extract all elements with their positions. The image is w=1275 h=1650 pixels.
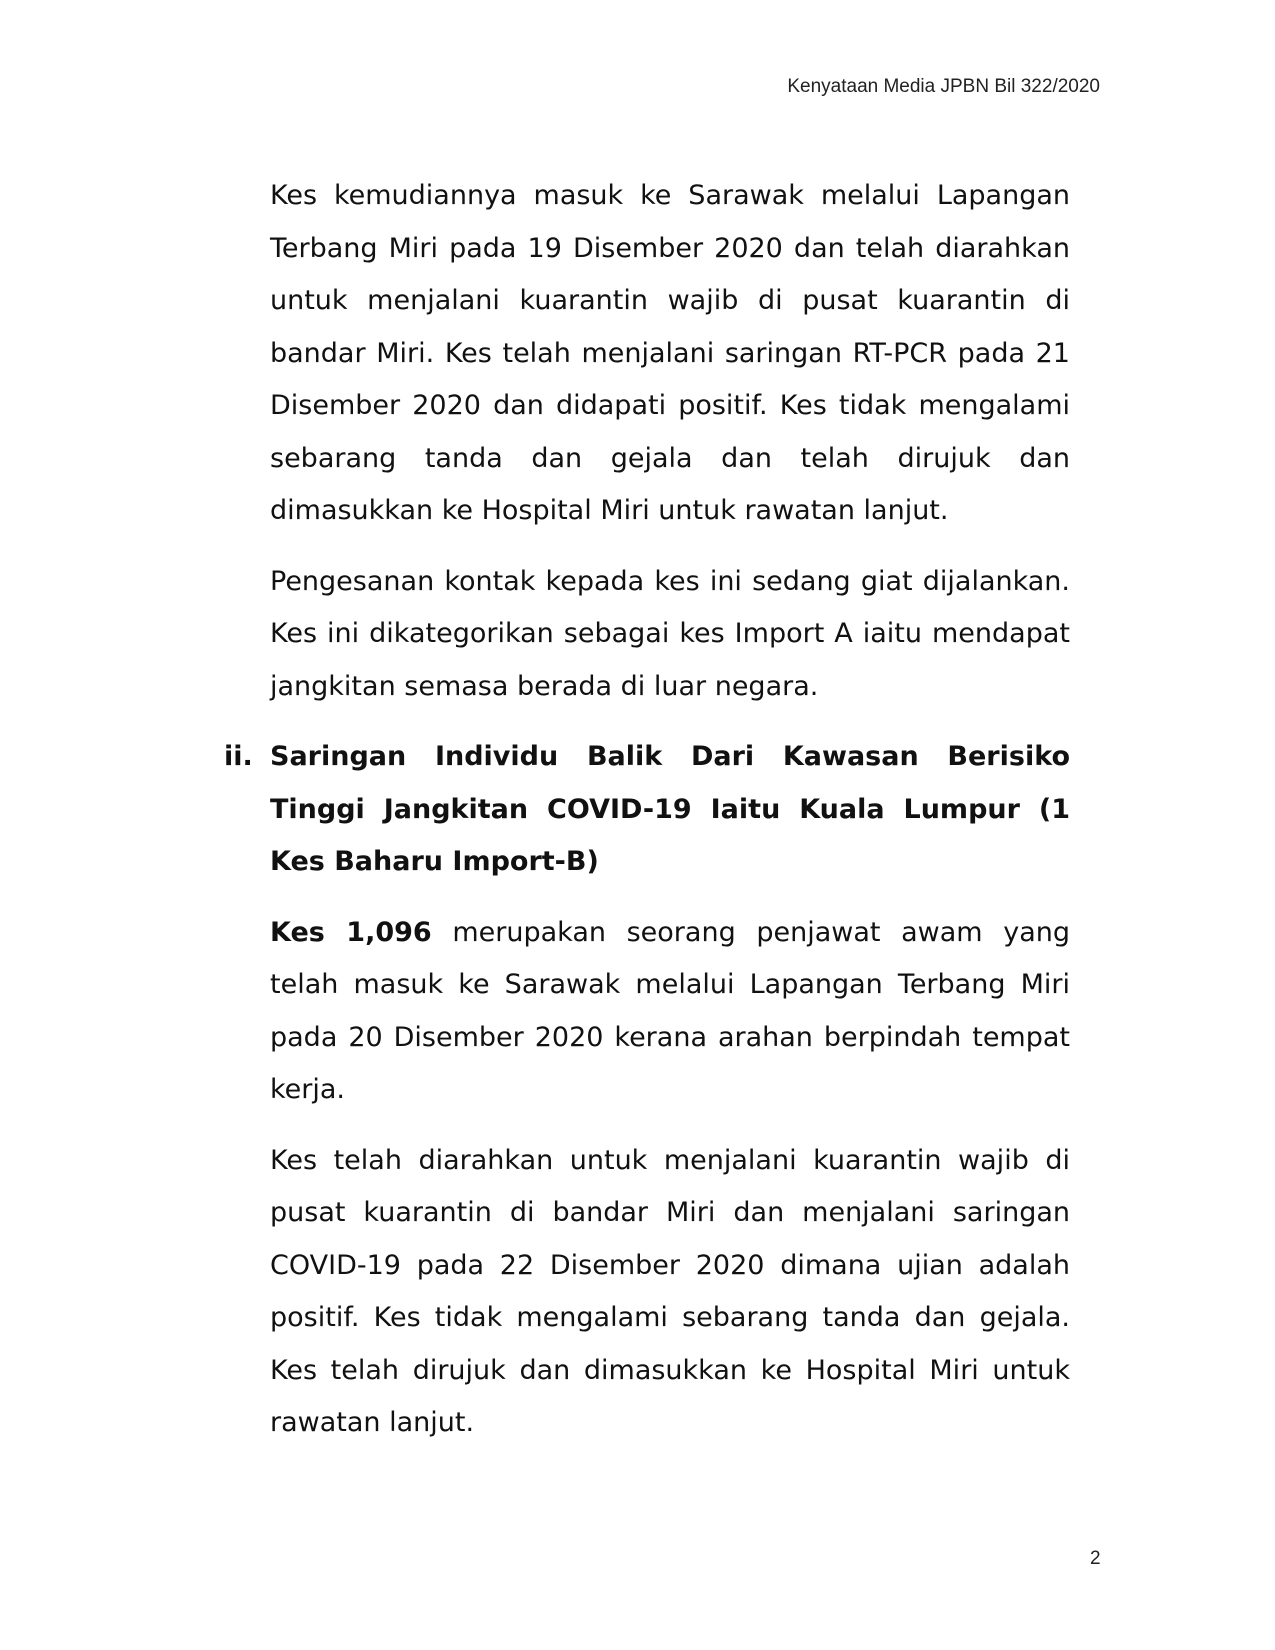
case-description: merupakan seorang penjawat awam yang telah masuk ke Sarawak melalui Lapangan Terbang Miri pada 20 Disember 2020 kerana arahan berpindah tempat kerja. — [270, 916, 1070, 1105]
paragraph-case-entry: Kes kemudiannya masuk ke Sarawak melalui Lapangan Terbang Miri pada 19 Disember 2020 dan telah diarahkan untuk menjalani kuarantin wajib di pusat kuarantin di bandar Miri. Kes telah menjalani saringan RT-PCR pada 21 Disember 2020 dan didapati positif. Kes tidak mengalami sebarang tanda dan gejala dan telah dirujuk dan dimasukkan ke Hospital Miri untuk rawatan lanjut. — [270, 180, 1070, 526]
section-ii — [224, 731, 1070, 889]
section-number: ii. — [224, 741, 253, 772]
case-id-bold: Kes 1,096 — [270, 916, 432, 948]
section-title: Saringan Individu Balik Dari Kawasan Berisiko Tinggi Jangkitan COVID-19 Iaitu Kuala Lumpur (1 Kes Baharu Import-B) — [270, 741, 1070, 877]
document-header: Kenyataan Media JPBN Bil 322/2020 — [787, 76, 1100, 97]
paragraph-quarantine: Kes telah diarahkan untuk menjalani kuarantin wajib di pusat kuarantin di bandar Miri dan menjalani saringan COVID-19 pada 22 Disember 2020 dimana ujian adalah positif. Kes tidak mengalami sebarang tanda dan gejala. Kes telah dirujuk dan dimasukkan ke Hospital Miri untuk rawatan lanjut. — [270, 1144, 1070, 1438]
paragraph-contact-tracing: Pengesanan kontak kepada kes ini sedang giat dijalankan. Kes ini dikategorikan sebagai kes Import A iaitu mendapat jangkitan semasa berada di luar negara. — [270, 565, 1070, 702]
document-body — [224, 170, 1070, 1450]
page-number: 2 — [1090, 1548, 1101, 1569]
paragraph-case-1096 — [270, 907, 1070, 1117]
